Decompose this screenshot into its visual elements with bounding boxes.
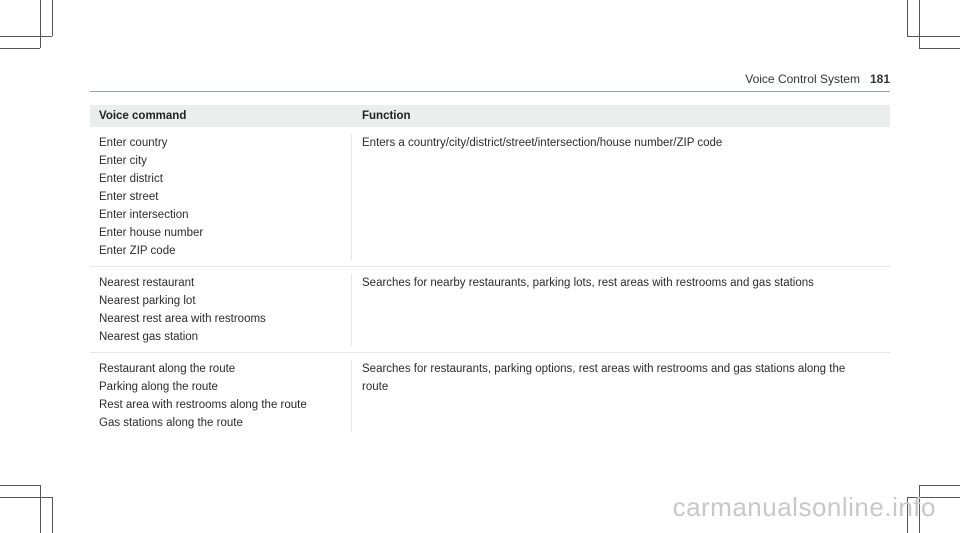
function-cell: Searches for restaurants, parking options, rest areas with restrooms and gas stations along the route <box>362 363 846 393</box>
voice-command: Enter house number <box>99 227 204 239</box>
section-title: Voice Control System <box>745 72 860 86</box>
table-row <box>90 267 890 353</box>
voice-command: Gas stations along the route <box>99 417 243 429</box>
column-header-function: Function <box>362 110 411 122</box>
crop-mark <box>0 497 52 498</box>
column-header-command: Voice command <box>99 110 187 122</box>
voice-command: Enter intersection <box>99 209 189 221</box>
crop-mark <box>0 36 52 37</box>
voice-command: Enter country <box>99 137 168 149</box>
command-cell <box>90 360 352 432</box>
table-header <box>90 105 890 127</box>
voice-command: Enter district <box>99 173 163 185</box>
crop-mark <box>907 36 960 37</box>
command-cell <box>90 134 352 260</box>
voice-command: Restaurant along the route <box>99 363 236 375</box>
command-cell <box>90 274 352 346</box>
watermark: carmanualsonline.info <box>672 492 936 522</box>
crop-mark <box>919 0 920 48</box>
function-cell: Enters a country/city/district/street/intersection/house number/ZIP code <box>362 137 723 149</box>
crop-mark <box>0 48 40 49</box>
voice-command-table <box>90 105 890 438</box>
voice-command: Nearest rest area with restrooms <box>99 313 266 325</box>
crop-mark <box>919 48 960 49</box>
voice-command: Enter street <box>99 191 159 203</box>
crop-mark <box>0 485 40 486</box>
voice-command: Enter ZIP code <box>99 245 176 257</box>
voice-command: Nearest gas station <box>99 331 199 343</box>
table-row <box>90 353 890 438</box>
crop-mark <box>40 485 41 533</box>
crop-mark <box>40 0 41 48</box>
voice-command: Nearest restaurant <box>99 277 195 289</box>
function-cell: Searches for nearby restaurants, parking lots, rest areas with restrooms and gas stations <box>362 277 814 289</box>
voice-command: Rest area with restrooms along the route <box>99 399 307 411</box>
page-header <box>700 72 890 86</box>
crop-mark <box>907 0 908 36</box>
page-number: 181 <box>869 72 890 86</box>
voice-command: Nearest parking lot <box>99 295 196 307</box>
crop-mark <box>52 0 53 36</box>
voice-command: Parking along the route <box>99 381 218 393</box>
table-row <box>90 127 890 267</box>
header-divider <box>90 91 890 92</box>
voice-command: Enter city <box>99 155 147 167</box>
crop-mark <box>919 485 960 486</box>
crop-mark <box>52 497 53 533</box>
